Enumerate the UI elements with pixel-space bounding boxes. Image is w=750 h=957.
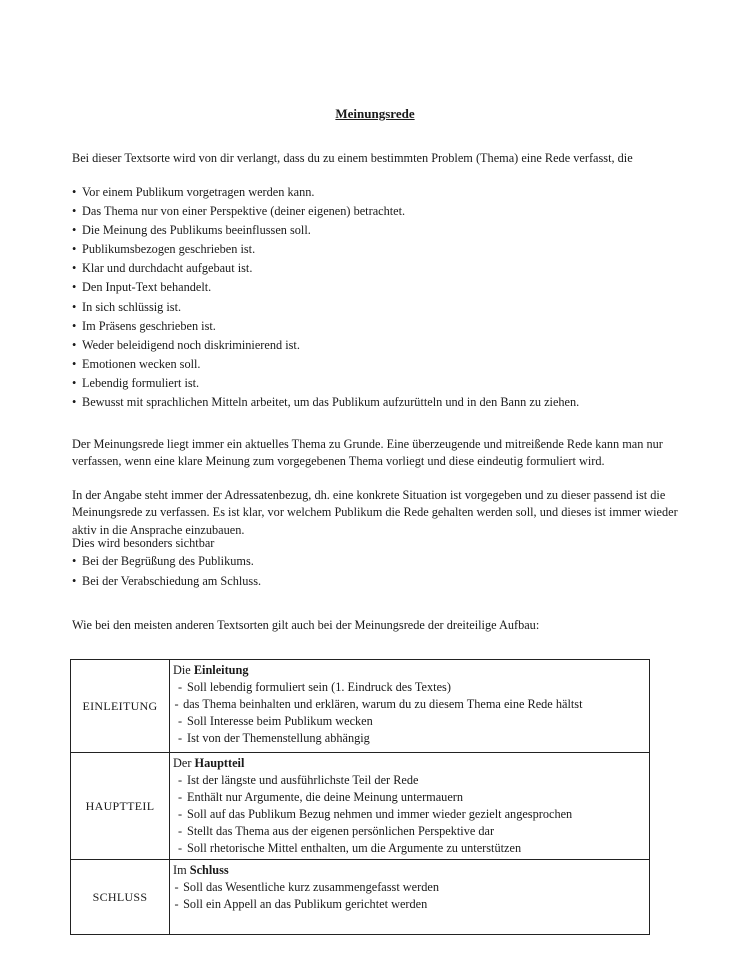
cell-line-text: Soll lebendig formuliert sein (1. Eindruck des Textes): [187, 680, 451, 694]
list-item: • Die Meinung des Publikums beeinflussen soll.: [72, 221, 712, 240]
cell-line: [173, 806, 649, 823]
list-item: • Bewusst mit sprachlichen Mitteln arbeitet, um das Publikum aufzurütteln und in den Bann zu ziehen.: [72, 393, 712, 412]
list-item: • Vor einem Publikum vorgetragen werden kann.: [72, 183, 712, 202]
cell-line: [173, 823, 649, 840]
list-item: • In sich schlüssig ist.: [72, 298, 712, 317]
cell-line-text: Enthält nur Argumente, die deine Meinung untermauern: [187, 790, 464, 804]
heading-text: Schluss: [189, 863, 229, 877]
cell-heading: [173, 662, 649, 679]
dash-marker: -: [177, 714, 183, 728]
cell-line-text: Soll ein Appell an das Publikum gerichtet werden: [183, 897, 428, 911]
list-item: • Den Input-Text behandelt.: [72, 278, 712, 297]
structure-intro: Wie bei den meisten anderen Textsorten gilt auch bei der Meinungsrede der dreiteilige Aufbau:: [72, 618, 540, 632]
cell-line: [173, 679, 649, 696]
cell-line-text: Soll Interesse beim Publikum wecken: [187, 714, 373, 728]
list-item: • Im Präsens geschrieben ist.: [72, 317, 712, 336]
list-item: • Emotionen wecken soll.: [72, 355, 712, 374]
cell-line: [173, 789, 649, 806]
structure-table: [70, 659, 650, 935]
cell-heading: [173, 862, 649, 879]
table-row: [71, 660, 650, 753]
row-content-schluss: [170, 860, 650, 935]
list-item: • Bei der Verabschiedung am Schluss.: [72, 572, 712, 592]
list-item: • Klar und durchdacht aufgebaut ist.: [72, 259, 712, 278]
list-item: • Weder beleidigend noch diskriminierend ist.: [72, 336, 712, 355]
cell-line-text: Stellt das Thema aus der eigenen persönlichen Perspektive dar: [187, 824, 495, 838]
dash-marker: -: [174, 880, 179, 894]
page-title: Meinungsrede: [335, 106, 415, 121]
heading-article: Die: [173, 663, 191, 677]
paragraph-topic: Der Meinungsrede liegt immer ein aktuelles Thema zu Grunde. Eine überzeugende und mitreißende Rede kann man nur verfassen, wenn eine klare Meinung zum vorgegebenen Thema vorliegt und diese eindeutig formuliert wird.: [72, 437, 663, 469]
row-label-einleitung: EINLEITUNG: [71, 660, 170, 753]
list-item: • Das Thema nur von einer Perspektive (deiner eigenen) betrachtet.: [72, 202, 712, 221]
heading-article: Der: [173, 756, 192, 770]
list-item: • Lebendig formuliert ist.: [72, 374, 712, 393]
paragraph-addressee: In der Angabe steht immer der Adressatenbezug, dh. eine konkrete Situation ist vorgegeben und zu dieser passend ist die Meinungsrede zu verfassen. Es ist klar, vor welchem Publikum die Rede gehalten werden soll, und dieses ist immer wieder aktiv in die Ansprache einzubauen.: [72, 488, 678, 537]
table-row: [71, 753, 650, 860]
cell-line-text: Soll das Wesentliche kurz zusammengefasst werden: [183, 880, 439, 894]
requirements-list: [72, 183, 712, 412]
dash-marker: -: [177, 790, 183, 804]
dash-marker: -: [177, 807, 183, 821]
list-item: • Bei der Begrüßung des Publikums.: [72, 552, 712, 572]
cell-heading: [173, 755, 649, 772]
paragraph-visibility: Dies wird besonders sichtbar: [72, 536, 215, 550]
cell-line-text: Soll auf das Publikum Bezug nehmen und immer wieder gezielt angesprochen: [187, 807, 573, 821]
dash-marker: -: [174, 697, 179, 711]
cell-line: [173, 730, 649, 747]
dash-marker: -: [174, 897, 179, 911]
cell-line: [173, 879, 649, 896]
dash-marker: -: [177, 773, 183, 787]
row-label-hauptteil: HAUPTTEIL: [71, 753, 170, 860]
dash-marker: -: [177, 680, 183, 694]
intro-paragraph: Bei dieser Textsorte wird von dir verlangt, dass du zu einem bestimmten Problem (Thema) eine Rede verfasst, die: [72, 151, 633, 165]
list-item: • Publikumsbezogen geschrieben ist.: [72, 240, 712, 259]
cell-line-text: Ist von der Themenstellung abhängig: [187, 731, 370, 745]
dash-marker: -: [177, 731, 183, 745]
cell-line-text: das Thema beinhalten und erklären, warum du zu diesem Thema eine Rede hältst: [183, 697, 583, 711]
heading-text: Hauptteil: [194, 756, 245, 770]
cell-line: [173, 713, 649, 730]
cell-line: [173, 896, 649, 913]
dash-marker: -: [177, 824, 183, 838]
row-content-hauptteil: [170, 753, 650, 860]
cell-line: [173, 696, 649, 713]
table-row: [71, 860, 650, 935]
cell-line: [173, 772, 649, 789]
dash-marker: -: [177, 841, 183, 855]
cell-line-text: Ist der längste und ausführlichste Teil der Rede: [187, 773, 419, 787]
heading-article: Im: [173, 863, 187, 877]
cell-line: [173, 840, 649, 857]
heading-text: Einleitung: [193, 663, 249, 677]
row-label-schluss: SCHLUSS: [71, 860, 170, 935]
visibility-list: [72, 552, 712, 591]
cell-line-text: Soll rhetorische Mittel enthalten, um die Argumente zu unterstützen: [187, 841, 522, 855]
row-content-einleitung: [170, 660, 650, 753]
